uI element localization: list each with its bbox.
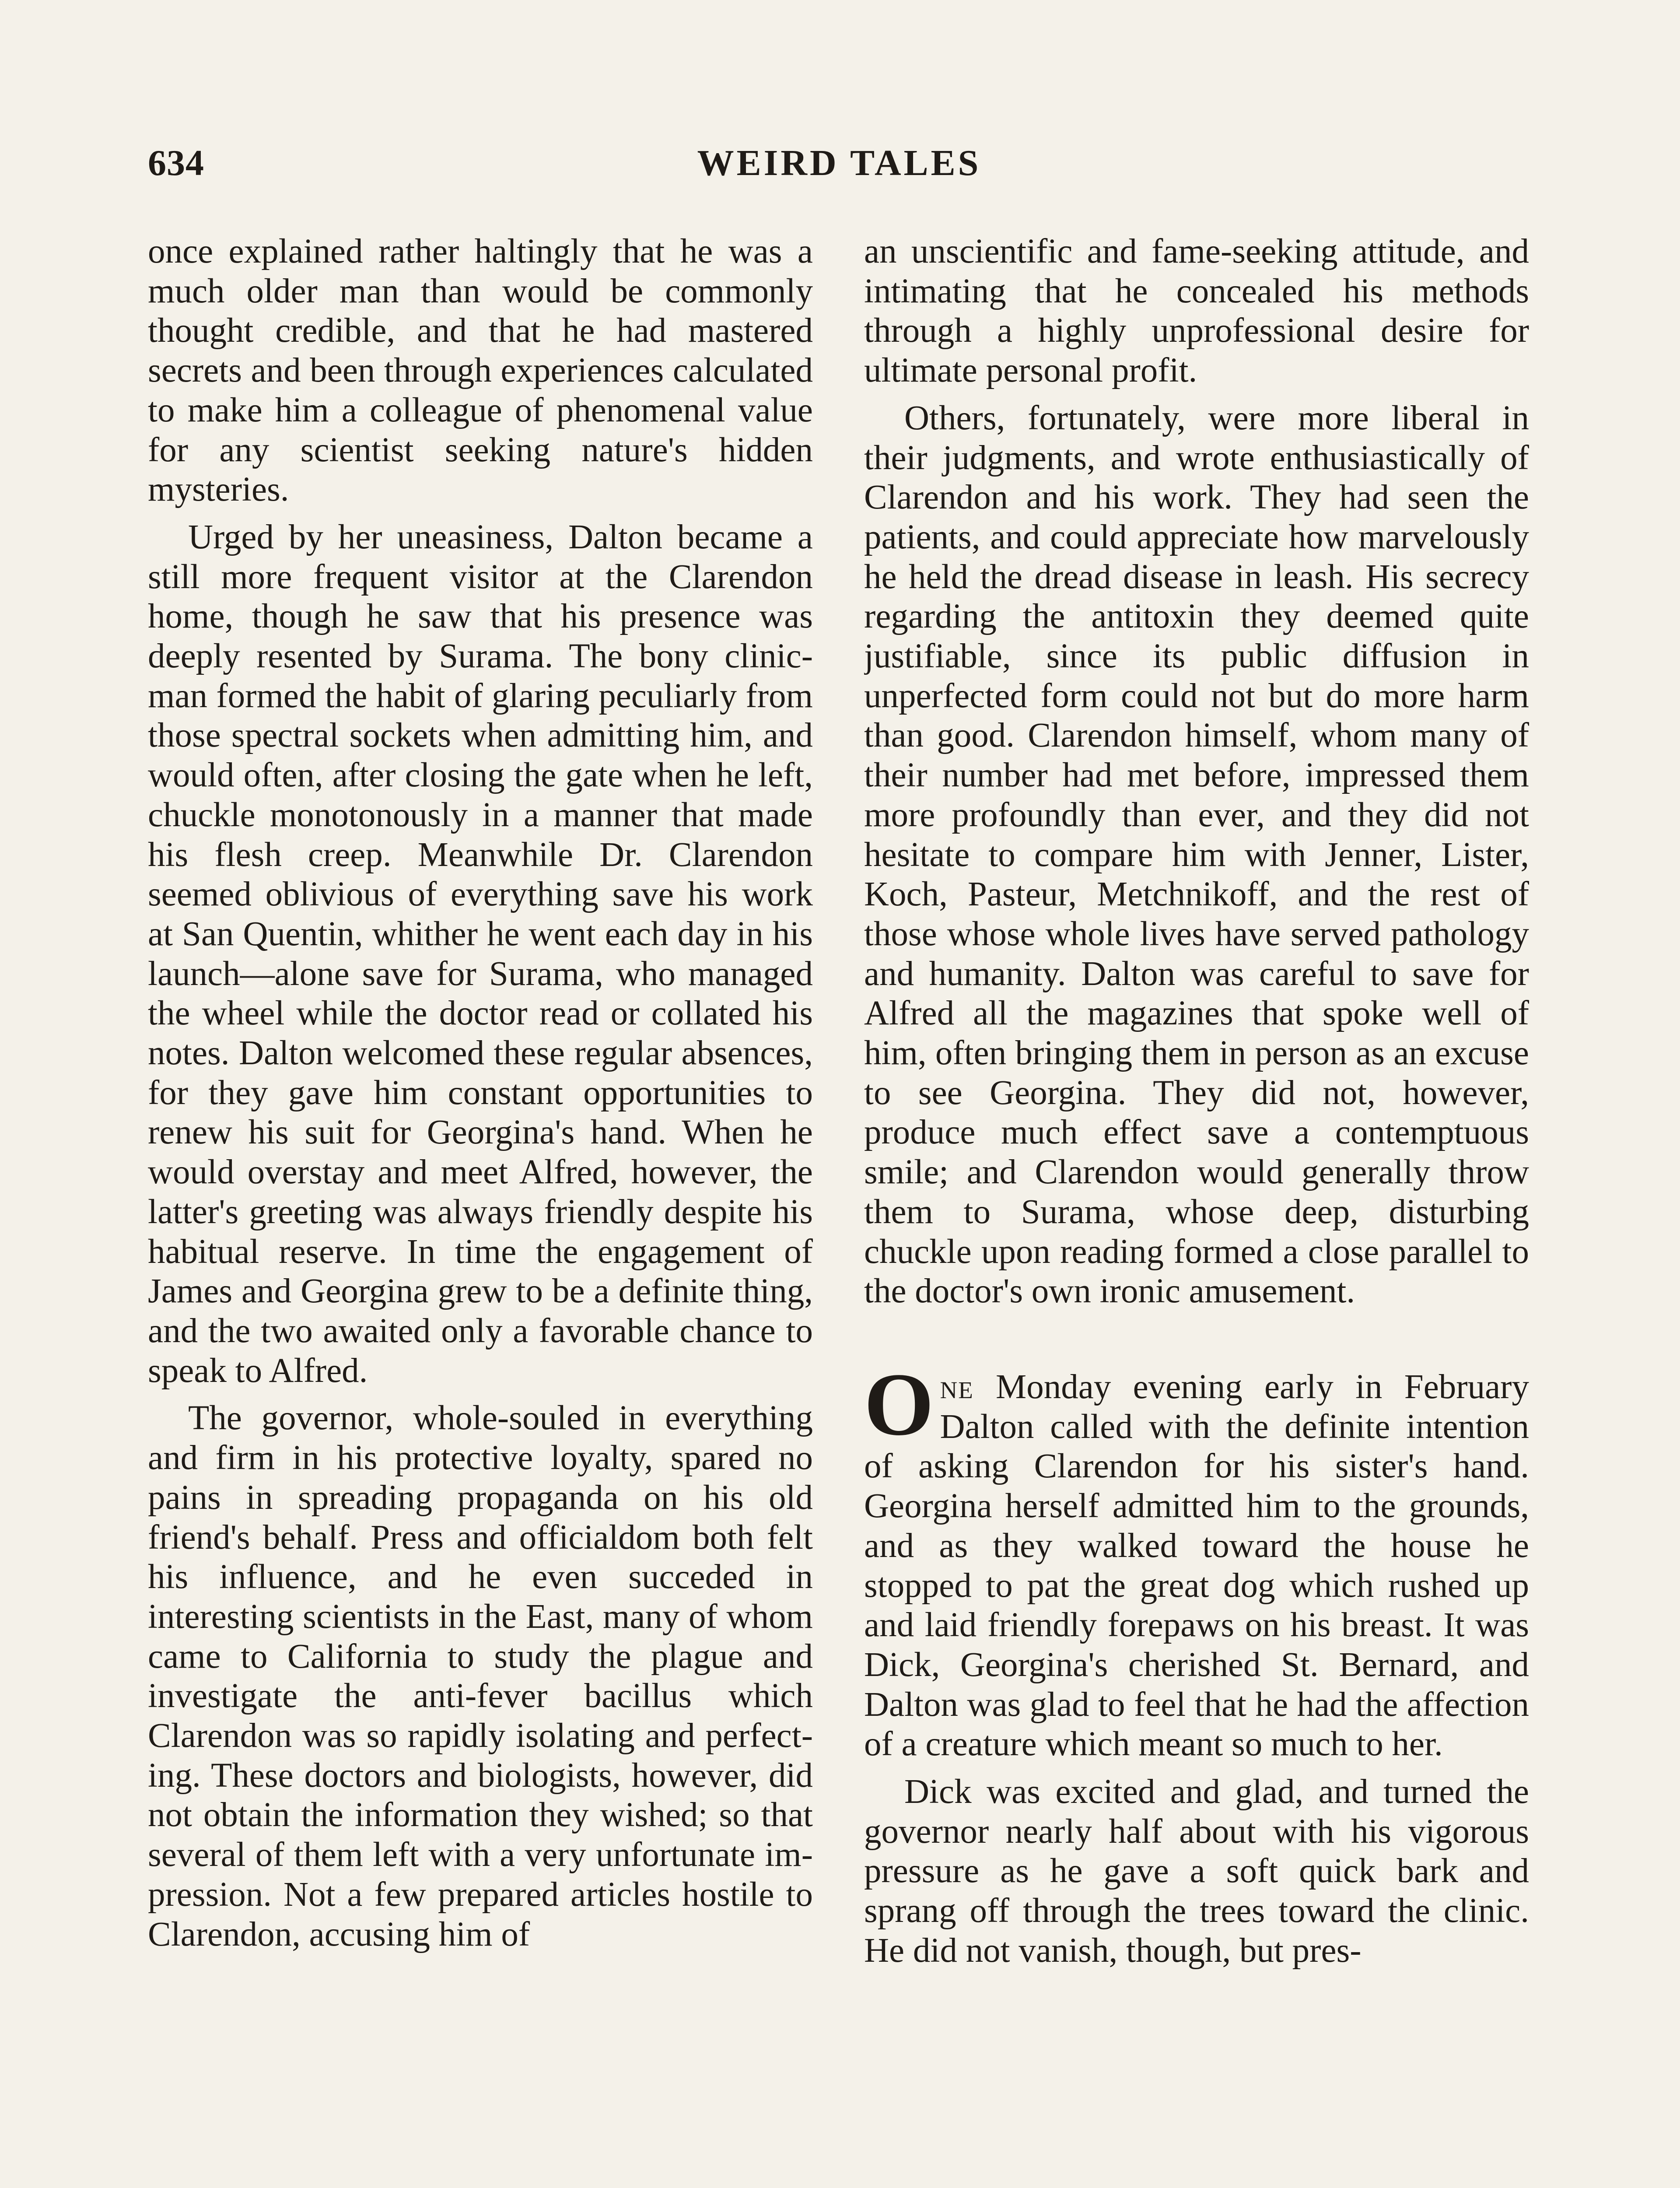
right-paragraph-1: an unscientific and fame-seeking attitude, and intimating that he concealed his methods through a highly unprofessional desire for ultimate personal profit. [864,232,1529,390]
magazine-title: WEIRD TALES [697,143,981,183]
small-caps-lead: ne [940,1368,974,1406]
left-paragraph-2: Urged by her uneasiness, Dalton became a still more frequent visitor at the Clarendon home, though he saw that his presence was deeply resented by Surama. The bony clinic-man formed the habit of glaring peculiarly from those spectral sockets when admitting him, and would often, after closing the gate when he left, chuckle monotonously in a manner that made his flesh creep. Meanwhile Dr. Clarendon seemed oblivious of everything save his work at San Quentin, whither he went each day in his launch—alone save for Surama, who managed the wheel while the doctor read or collated his notes. Dalton welcomed these regular absences, for they gave him constant opportunities to renew his suit for Georgina's hand. When he would overstay and meet Alfred, however, the latter's greeting was always friendly despite his habitual reserve. In time the engagement of James and Georgina grew to be a definite thing, and the two awaited only a favorable chance to speak to Alfred. [148,518,813,1390]
right-paragraph-3 [864,1354,1529,1764]
page-header [148,139,1530,187]
left-paragraph-3: The governor, whole-souled in everything and firm in his protective loyalty, spared no pains in spreading propaganda on his old friend's behalf. Press and officialdom both felt his influence, and he even succeded in interesting scientists in the East, many of whom came to California to study the plague and investigate the anti-fever bacillus which Clarendon was so rapidly isolating and perfecting. These doctors and biologists, however, did not obtain the information they wished; so that several of them left with a very unfortunate impression. Not a few prepared articles hostile to Clarendon, accusing him of [148,1399,813,1953]
paragraph-body: Monday evening early in February Dalton called with the definite intention of asking Clarendon for his sister's hand. Georgina herself admitted him to the grounds, and as they walked toward the house he stopped to pat the great dog which rushed up and laid friendly forepaws on his breast. It was Dick, Georgina's cherished St. Bernard, and Dalton was glad to feel that he had the affection of a creature which meant so much to her. [864,1368,1529,1764]
right-column [864,232,1529,2188]
left-column [148,232,813,2188]
left-paragraph-1: once explained rather haltingly that he was a much older man than would be commonly thought credible, and that he had mastered secrets and been through experiences calculated to make him a colleague of phenomenal value for any scientist seeking nature's hidden mysteries. [148,232,813,509]
page-number: 634 [148,143,204,183]
right-paragraph-4: Dick was excited and glad, and turned the governor nearly half about with his vigorous pressure as he gave a soft quick bark and sprang off through the trees toward the clinic. He did not vanish, though, but pres- [864,1773,1529,1970]
section-break [864,1319,1529,1368]
right-paragraph-2: Others, fortunately, were more liberal in their judgments, and wrote enthusiastically of Clarendon and his work. They had seen the patients, and could appreciate how marvelously he held the dread disease in leash. His secrecy regarding the antitoxin they deemed quite justifiable, since its public diffusion in unperfected form could not but do more harm than good. Clarendon himself, whom many of their number had met before, impressed them more profoundly than ever, and they did not hesitate to compare him with Jenner, Lister, Koch, Pasteur, Metchnikoff, and the rest of those whose whole lives have served pathology and humanity. Dalton was careful to save for Alfred all the magazines that spoke well of him, often bringing them in person as an excuse to see Georgina. They did not, however, produce much effect save a contemptuous smile; and Clarendon would generally throw them to Surama, whose deep, disturbing chuckle upon reading formed a close parallel to the doctor's own ironic amusement. [864,399,1529,1311]
drop-cap: O [864,1354,934,1454]
